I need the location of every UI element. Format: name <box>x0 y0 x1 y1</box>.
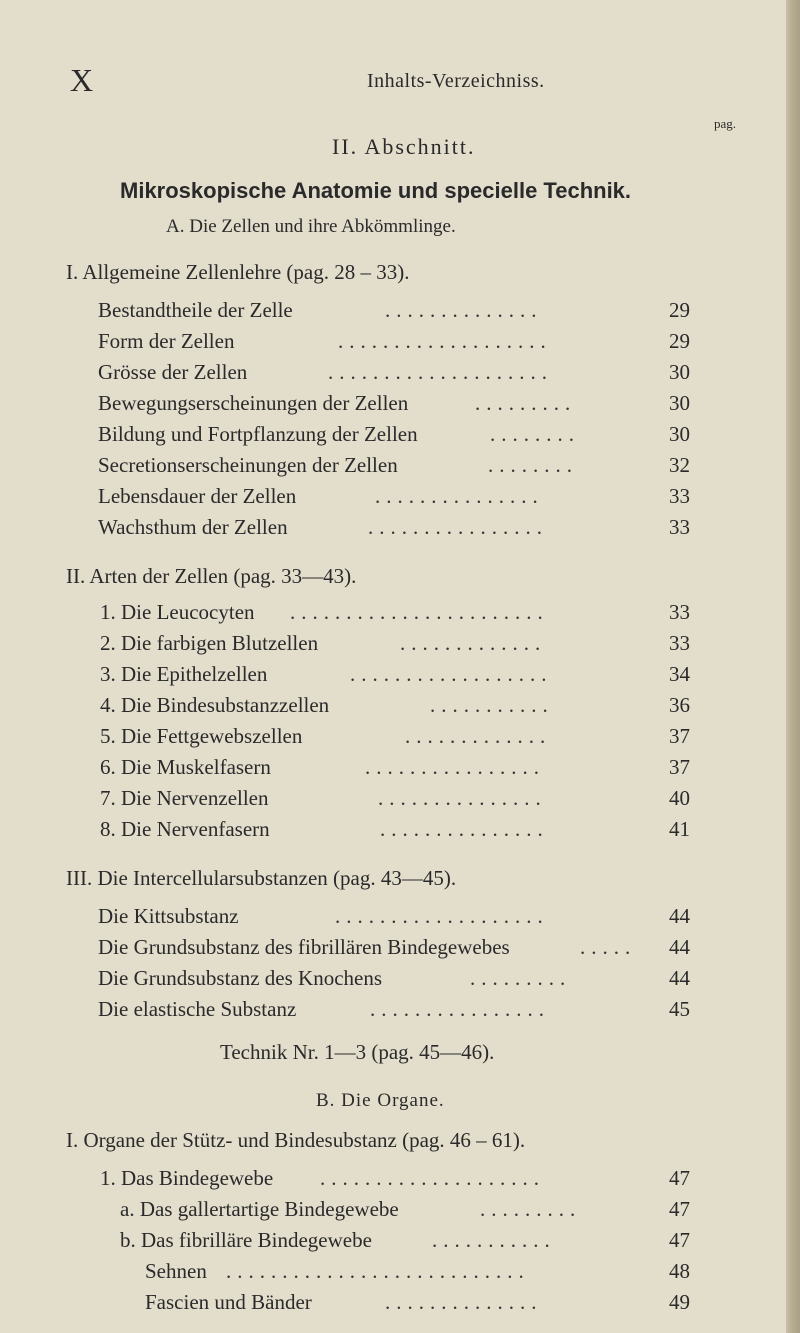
toc-entry: Bestandtheile der Zelle .............. 29 <box>98 298 690 322</box>
section-title: Mikroskopische Anatomie und specielle Technik. <box>120 178 632 203</box>
group-heading-2: II. Arten der Zellen (pag. 33—43). <box>66 564 357 588</box>
toc-entry: Die Kittsubstanz ................... 44 <box>98 904 690 928</box>
part-a-title: A. Die Zellen und ihre Abkömmlinge. <box>166 216 456 237</box>
toc-entry: Die elastische Substanz ................ 45 <box>98 997 690 1021</box>
group-heading-3: III. Die Intercellularsubstanzen (pag. 43—45). <box>66 866 457 890</box>
toc-entry: 8. Die Nervenfasern ............... 41 <box>100 817 690 841</box>
toc-entry: b. Das fibrilläre Bindegewebe ........... 47 <box>120 1228 690 1252</box>
toc-entry: Secretionserscheinungen der Zellen ........ 32 <box>98 453 690 477</box>
toc-entry: 6. Die Muskelfasern ................ 37 <box>100 755 690 779</box>
part-b-title: B. Die Organe. <box>316 1090 445 1111</box>
toc-entry: 5. Die Fettgewebszellen ............. 37 <box>100 724 690 748</box>
group-heading-b1: I. Organe der Stütz- und Bindesubstanz (pag. 46 – 61). <box>66 1128 526 1152</box>
section-heading: II. Abschnitt. <box>332 134 476 159</box>
toc-entry: Lebensdauer der Zellen ............... 33 <box>98 484 690 508</box>
toc-entry: Sehnen ........................... 48 <box>145 1259 690 1283</box>
toc-entry: Die Grundsubstanz des Knochens ......... 44 <box>98 966 690 990</box>
toc-entry: 2. Die farbigen Blutzellen ............. 33 <box>100 631 690 655</box>
toc-entry: 4. Die Bindesubstanzzellen ........... 36 <box>100 693 690 717</box>
toc-entry: Bewegungserscheinungen der Zellen ......... 30 <box>98 391 690 415</box>
page-number-roman: X <box>70 62 94 98</box>
pag-column-label: pag. <box>714 116 737 131</box>
toc-entry: Grösse der Zellen .................... 30 <box>98 360 690 384</box>
running-title: Inhalts-Verzeichniss. <box>367 70 545 92</box>
toc-entry: Wachsthum der Zellen ................ 33 <box>98 515 690 539</box>
toc-entry: a. Das gallertartige Bindegewebe ......... 47 <box>120 1197 690 1221</box>
group-heading-1: I. Allgemeine Zellenlehre (pag. 28 – 33). <box>66 260 410 284</box>
toc-entry: Form der Zellen ................... 29 <box>98 329 690 353</box>
toc-entry: Die Grundsubstanz des fibrillären Bindegewebes ..... 44 <box>98 935 690 959</box>
toc-entry: 3. Die Epithelzellen .................. 34 <box>100 662 690 686</box>
toc-entry: 1. Die Leucocyten ....................... 33 <box>100 600 690 624</box>
toc-entry: 1. Das Bindegewebe .................... 47 <box>100 1166 690 1190</box>
toc-entry: Fascien und Bänder .............. 49 <box>145 1290 690 1314</box>
technik-line: Technik Nr. 1—3 (pag. 45—46). <box>220 1040 495 1064</box>
toc-entry: Bildung und Fortpflanzung der Zellen ........ 30 <box>98 422 690 446</box>
toc-entry: 7. Die Nervenzellen ............... 40 <box>100 786 690 810</box>
page-edge <box>786 0 800 1333</box>
